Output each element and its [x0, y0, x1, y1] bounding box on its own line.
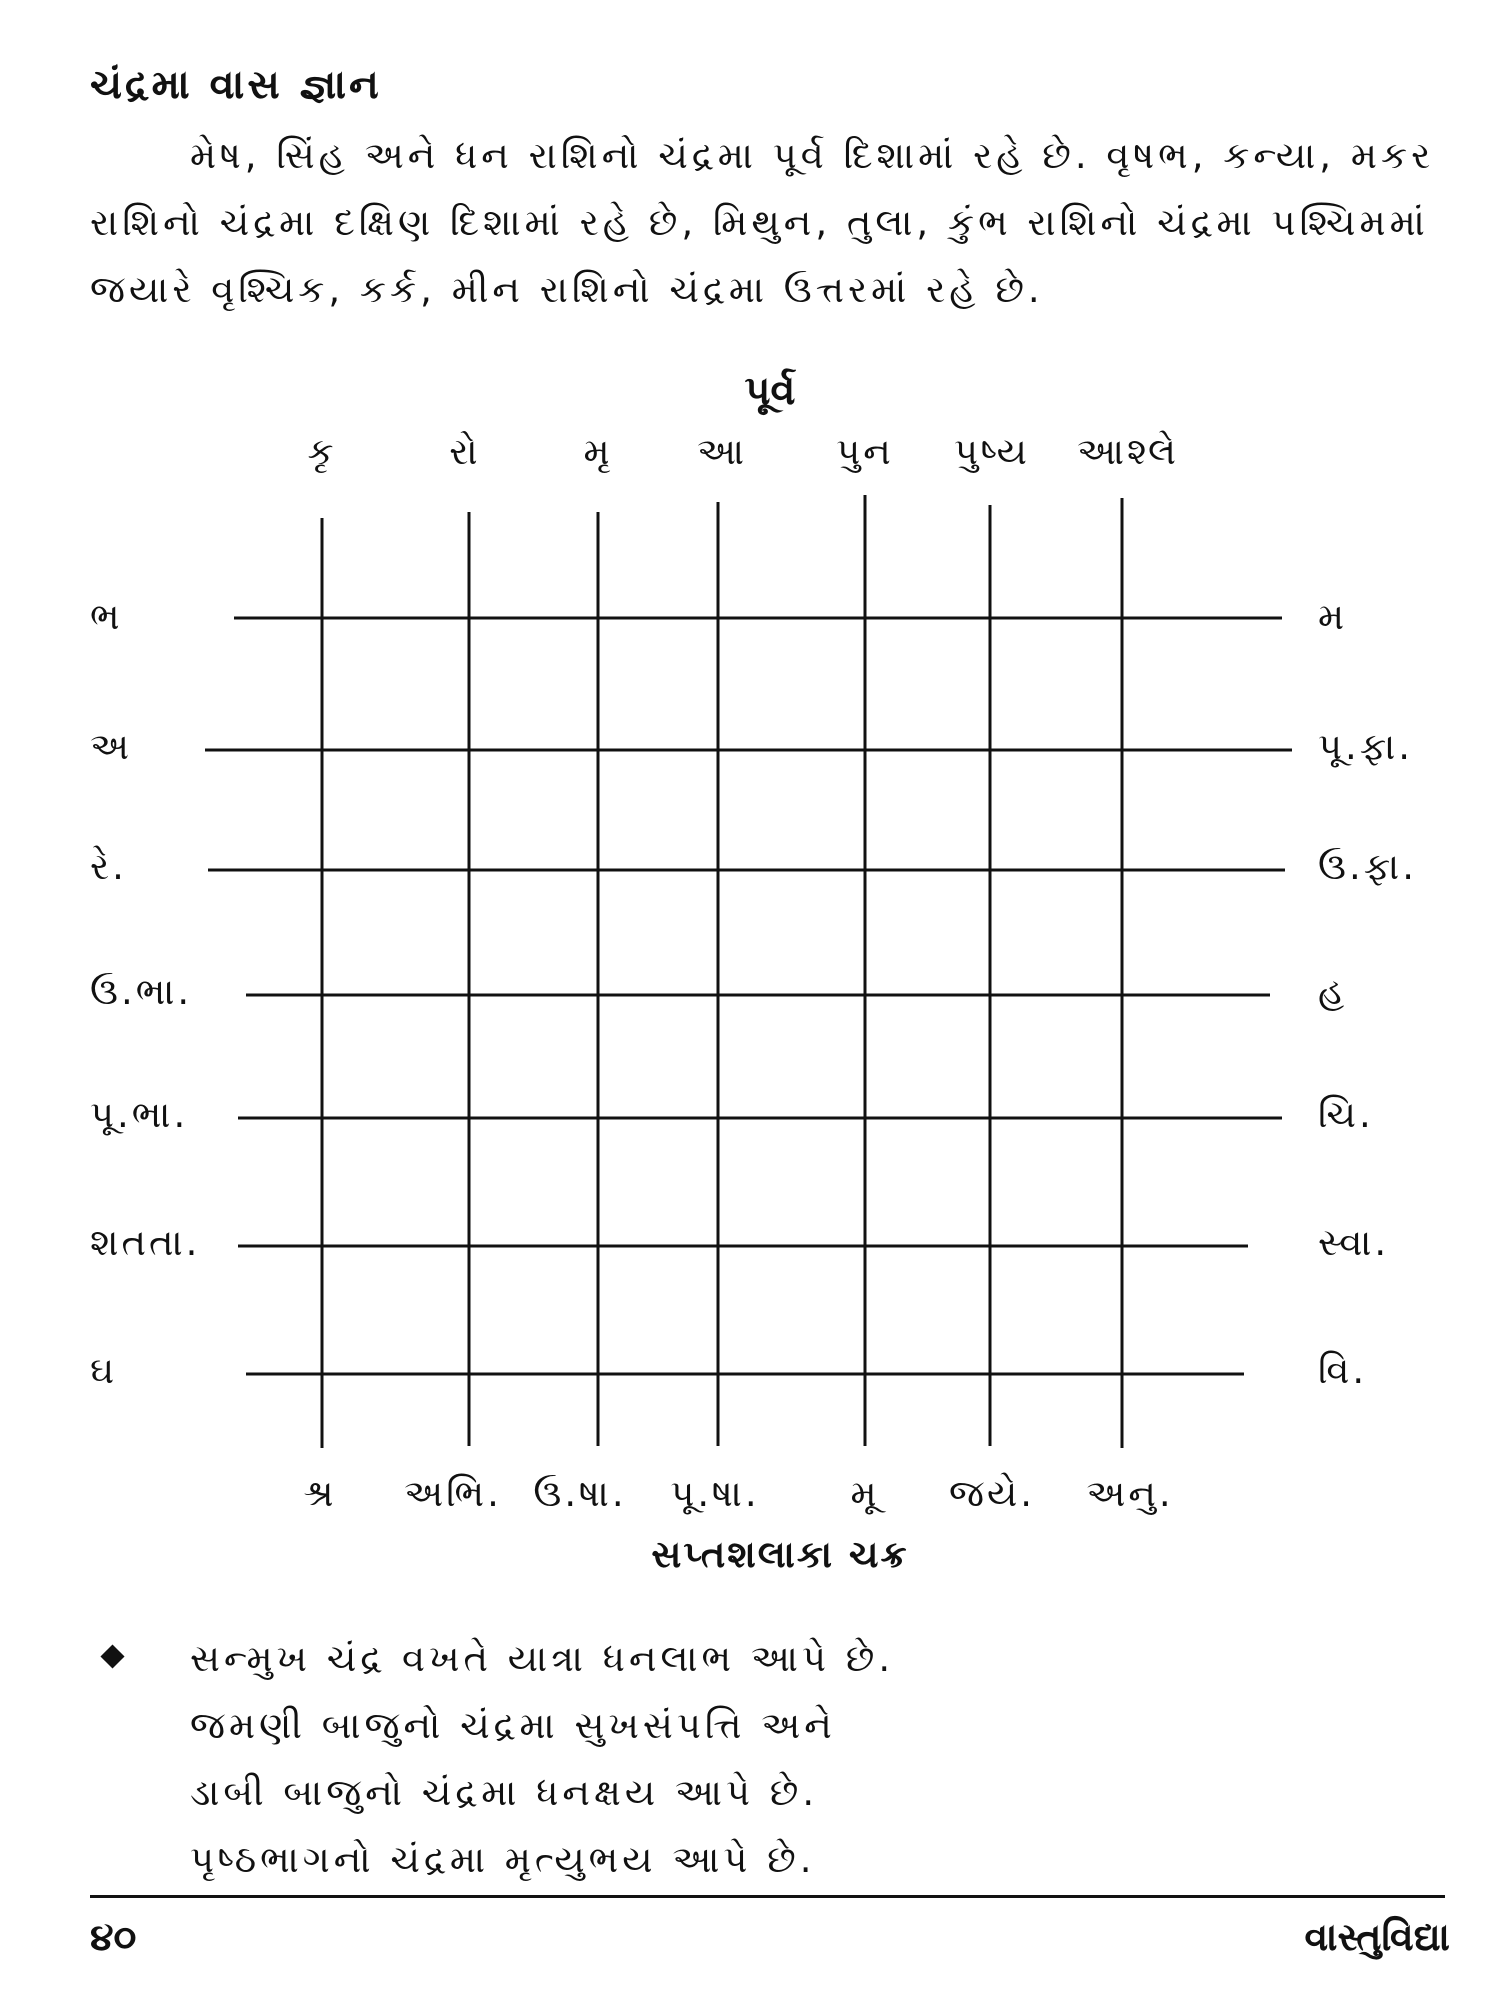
left-label: અ	[90, 725, 133, 768]
right-label: ચિ.	[1318, 1093, 1374, 1136]
top-label: પુન	[836, 430, 894, 473]
left-label: ઘ	[90, 1349, 118, 1392]
section-heading: ચંદ્રમા વાસ જ્ઞાન	[90, 62, 382, 108]
page-number: ૪૦	[90, 1915, 137, 1959]
left-label: ભ	[90, 595, 123, 638]
note-line: ડાબી બાજુનો ચંદ્રમા ધનક્ષય આપે છે.	[190, 1771, 819, 1814]
note-line: પૃષ્ઠભાગનો ચંદ્રમા મૃત્યુભય આપે છે.	[190, 1838, 816, 1881]
left-label: રે.	[90, 845, 127, 888]
bottom-label: પૂ.ષા.	[670, 1472, 760, 1515]
top-label: કૃ	[307, 430, 337, 473]
right-label: મ	[1318, 595, 1348, 638]
bottom-label: અભિ.	[404, 1472, 502, 1515]
top-label: આશ્લે	[1076, 430, 1180, 473]
notes-list	[100, 1625, 894, 1893]
bottom-label: ઉ.ષા.	[533, 1472, 627, 1515]
bottom-label: જયે.	[948, 1472, 1036, 1515]
right-label: ઉ.ફા.	[1318, 845, 1417, 888]
diagram-caption: સપ્તશલાકા ચક્ર	[651, 1533, 909, 1576]
note-line: સન્મુખ ચંદ્ર વખતે યાત્રા ધનલાભ આપે છે.	[190, 1637, 895, 1680]
top-label: રો	[449, 430, 481, 473]
left-label: શતતા.	[90, 1221, 201, 1264]
paragraph-text: મેષ, સિંહ અને ધન રાશિનો ચંદ્રમા પૂર્વ દિશામાં રહે છે. વૃષભ, કન્યા, મકર રાશિનો ચંદ્રમા દક્ષિણ દિશામાં રહે છે, મિથુન, તુલા, કુંભ રાશિનો ચંદ્રમા પશ્ચિમમાં જયારે વૃશ્ચિક, કર્ક, મીન રાશિનો ચંદ્રમા ઉત્તરમાં રહે છે.	[90, 134, 1435, 311]
footer-divider	[90, 1895, 1445, 1898]
note-line: જમણી બાજુનો ચંદ્રમા સુખસંપત્તિ અને	[190, 1704, 836, 1747]
book-title: વાસ્તુવિદ્યા	[1304, 1915, 1450, 1959]
bottom-label: શ્ર	[303, 1472, 337, 1515]
left-label: પૂ.ભા.	[90, 1093, 189, 1136]
bottom-label: મૂ	[850, 1472, 880, 1515]
direction-label-east: પૂર્વ	[744, 368, 796, 414]
right-label: વિ.	[1318, 1349, 1368, 1392]
bottom-label: અનુ.	[1086, 1472, 1174, 1515]
right-label: હ	[1318, 970, 1348, 1013]
left-label: ઉ.ભા.	[90, 970, 193, 1013]
top-label: પુષ્ય	[954, 430, 1030, 473]
right-label: સ્વા.	[1318, 1221, 1390, 1264]
right-label: પૂ.ફા.	[1318, 725, 1414, 768]
top-label: મૃ	[583, 430, 613, 473]
top-label: આ	[696, 430, 748, 473]
